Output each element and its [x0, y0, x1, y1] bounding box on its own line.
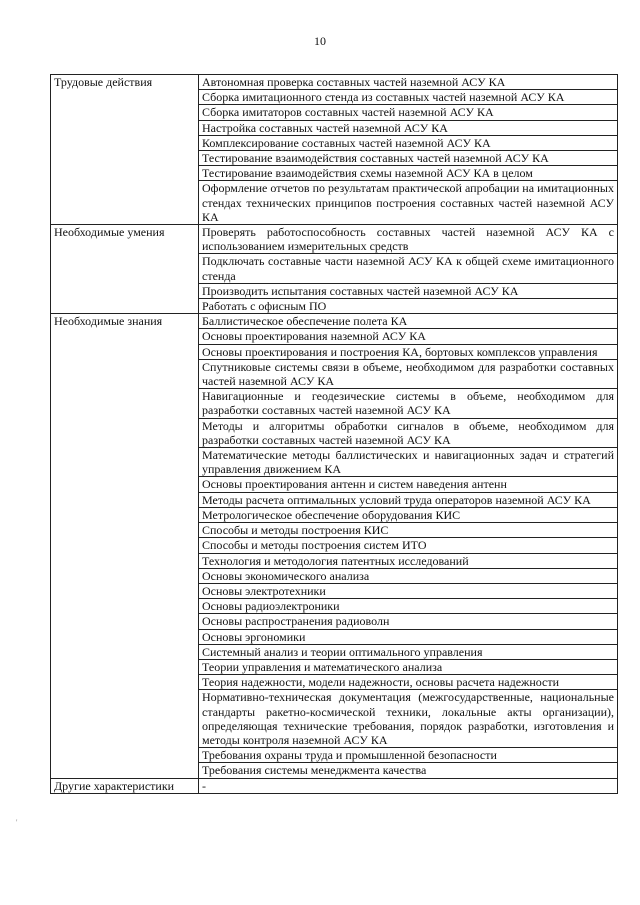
item-cell: Настройка составных частей наземной АСУ КА — [199, 120, 618, 135]
item-cell: Сборка имитаторов составных частей наземной АСУ КА — [199, 105, 618, 120]
item-cell: Нормативно-техническая документация (межгосударственные, национальные стандарты ракетно-космической техники, локальные акты организации), определяющая технические требования, порядок разработки, изготовления и методы контроля наземной АСУ КА — [199, 690, 618, 748]
item-cell: Методы и алгоритмы обработки сигналов в объеме, необходимом для разработки составных частей наземной АСУ КА — [199, 418, 618, 447]
item-cell: Основы проектирования антенн и систем наведения антенн — [199, 477, 618, 492]
table-row — [51, 314, 618, 329]
item-cell: Основы электротехники — [199, 583, 618, 598]
item-cell: Основы распространения радиоволн — [199, 614, 618, 629]
item-cell: Теория надежности, модели надежности, основы расчета надежности — [199, 675, 618, 690]
table-row — [51, 75, 618, 90]
item-cell: Комплексирование составных частей наземной АСУ КА — [199, 135, 618, 150]
item-cell: Теории управления и математического анализа — [199, 659, 618, 674]
item-cell: Основы проектирования и построения КА, бортовых комплексов управления — [199, 344, 618, 359]
item-cell: Требования системы менеджмента качества — [199, 763, 618, 778]
margin-mark: ' — [16, 818, 18, 827]
item-cell: Математические методы баллистических и навигационных задач и стратегий управления движением КА — [199, 448, 618, 477]
item-cell: Технология и методология патентных исследований — [199, 553, 618, 568]
category-cell: Трудовые действия — [51, 75, 199, 225]
item-cell: Спутниковые системы связи в объеме, необходимом для разработки составных частей наземной АСУ КА — [199, 359, 618, 388]
item-cell: Способы и методы построения КИС — [199, 523, 618, 538]
item-cell: Основы экономического анализа — [199, 568, 618, 583]
item-cell: Основы эргономики — [199, 629, 618, 644]
item-cell: Тестирование взаимодействия составных частей наземной АСУ КА — [199, 151, 618, 166]
item-cell: Метрологическое обеспечение оборудования КИС — [199, 507, 618, 522]
item-cell: Производить испытания составных частей наземной АСУ КА — [199, 283, 618, 298]
item-cell: Требования охраны труда и промышленной безопасности — [199, 748, 618, 763]
item-cell: Тестирование взаимодействия схемы наземной АСУ КА в целом — [199, 166, 618, 181]
item-cell: Работать с офисным ПО — [199, 299, 618, 314]
category-cell: Необходимые умения — [51, 225, 199, 314]
table-body — [51, 75, 618, 794]
item-cell: Подключать составные части наземной АСУ КА к общей схеме имитационного стенда — [199, 254, 618, 283]
item-cell: Проверять работоспособность составных частей наземной АСУ КА с использованием измерительных средств — [199, 225, 618, 254]
item-cell: Автономная проверка составных частей наземной АСУ КА — [199, 75, 618, 90]
item-cell: Системный анализ и теории оптимального управления — [199, 644, 618, 659]
item-cell: Основы проектирования наземной АСУ КА — [199, 329, 618, 344]
qualification-table — [50, 74, 618, 794]
category-cell: Другие характеристики — [51, 778, 199, 793]
item-cell: Навигационные и геодезические системы в объеме, необходимом для разработки составных частей наземной АСУ КА — [199, 389, 618, 418]
item-cell: - — [199, 778, 618, 793]
item-cell: Методы расчета оптимальных условий труда операторов наземной АСУ КА — [199, 492, 618, 507]
item-cell: Сборка имитационного стенда из составных частей наземной АСУ КА — [199, 90, 618, 105]
table-row — [51, 778, 618, 793]
item-cell: Основы радиоэлектроники — [199, 599, 618, 614]
item-cell: Оформление отчетов по результатам практической апробации на имитационных стендах технических принципов построения составных частей наземной АСУ КА — [199, 181, 618, 225]
category-cell: Необходимые знания — [51, 314, 199, 778]
item-cell: Баллистическое обеспечение полета КА — [199, 314, 618, 329]
table-row — [51, 225, 618, 254]
item-cell: Способы и методы построения систем ИТО — [199, 538, 618, 553]
page-number: 10 — [314, 34, 326, 48]
